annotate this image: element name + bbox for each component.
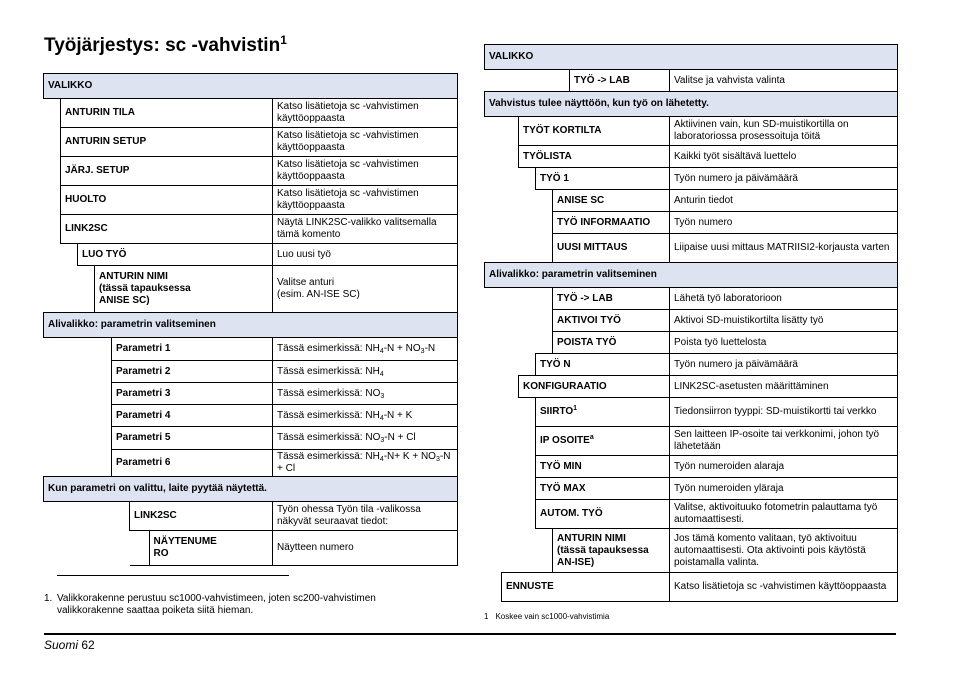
parametri-3-value: Tässä esimerkissä: $NO_3$ (273, 383, 458, 405)
tyo-informaatio-key: TYÖ INFORMAATIO (553, 212, 670, 234)
tyo-1-key: TYÖ 1 (536, 168, 670, 190)
footer-language: Suomi (44, 638, 79, 652)
parametri-6-value: Tässä esimerkissä: $NH_4-N+ K + NO_3-N + Cl$ (273, 450, 458, 477)
tyo-n-value: Työn numero ja päivämäärä (670, 354, 898, 376)
naytenumero-key: NÄYTENUME RO (130, 531, 273, 566)
right-anturin-nimi-value: Jos tämä komento valitaan, työ aktivoituu automaattisesti. Ota aktivointi pois käytöstä poistamalla valinta. (670, 529, 898, 573)
tyo-informaatio-value: Työn numero (670, 212, 898, 234)
konfiguraatio-value: LINK2SC-asetusten määrittäminen (670, 376, 898, 398)
page-footer (44, 638, 95, 652)
link2sc-value: Näytä LINK2SC-valikko valitsemalla tämä komento (273, 215, 458, 244)
parametri-5-key: Parametri 5 (112, 427, 273, 450)
ip-osoite-value: Sen laitteen IP-osoite tai verkkonimi, johon työ lähetetään (670, 427, 898, 456)
poista-tyo-key: POISTA TYÖ (553, 332, 670, 354)
aktivoi-tyo-key: AKTIVOI TYÖ (553, 310, 670, 332)
link2sc-2-value: Työn ohessa Työn tila -valikossa näkyvät seuraavat tiedot: (273, 502, 458, 531)
autom-tyo-value: Valitse, aktivoituuko fotometrin palauttama työ automaattisesti. (670, 500, 898, 529)
tyot-kortilta-key: TYÖT KORTILTA (519, 117, 670, 146)
footer-rule (44, 633, 896, 635)
parametri-2-value: Tässä esimerkissä: $NH_4$ (273, 361, 458, 383)
uusi-mittaus-value: Liipaise uusi mittaus MATRIISI2-korjausta varten (670, 234, 898, 263)
kun-parametri-header: Kun parametri on valittu, laite pyytää näytettä. (44, 477, 458, 502)
anturin-tila-value: Katso lisätietoja sc -vahvistimen käyttöoppaasta (273, 99, 458, 128)
siirto-value: Tiedonsiirron tyyppi: SD-muistikortti tai verkko (670, 398, 898, 427)
anturin-setup-key: ANTURIN SETUP (61, 128, 273, 157)
tyo-lab-value: Valitse ja vahvista valinta (670, 70, 898, 92)
ip-osoite-key: IP OSOITE$^a$ (536, 427, 670, 456)
tyo-lab-2-value: Lähetä työ laboratorioon (670, 288, 898, 310)
anturin-nimi-key: ANTURIN NIMI (tässä tapauksessa ANISE SC) (95, 266, 273, 313)
parametri-3-key: Parametri 3 (112, 383, 273, 405)
tyo-lab-key: TYÖ -> LAB (570, 70, 670, 92)
tyo-1-value: Työn numero ja päivämäärä (670, 168, 898, 190)
footnote-left: 1. Valikkorakenne perustuu sc1000-vahvistimeen, joten sc200-vahvistimen valikkorakenne saattaa poiketa siitä hieman. (44, 593, 376, 616)
parametri-4-key: Parametri 4 (112, 405, 273, 427)
poista-tyo-value: Poista työ luettelosta (670, 332, 898, 354)
link2sc-key: LINK2SC (61, 215, 273, 244)
right-anturin-nimi-key: ANTURIN NIMI (tässä tapauksessa AN-ISE) (553, 529, 670, 573)
luo-tyo-value: Luo uusi työ (273, 244, 458, 266)
tyolista-key: TYÖLISTA (519, 146, 670, 168)
uusi-mittaus-key: UUSI MITTAUS (553, 234, 670, 263)
anise-sc-value: Anturin tiedot (670, 190, 898, 212)
huolto-key: HUOLTO (61, 186, 273, 215)
tyo-max-key: TYÖ MAX (536, 478, 670, 500)
right-menu-table (484, 44, 898, 602)
siirto-key: SIIRTO$^1$ (536, 398, 670, 427)
konfiguraatio-key: KONFIGURAATIO (519, 376, 670, 398)
tyo-lab-2-key: TYÖ -> LAB (553, 288, 670, 310)
tyolista-value: Kaikki työt sisältävä luettelo (670, 146, 898, 168)
link2sc-2-key: LINK2SC (130, 502, 273, 531)
tyo-min-value: Työn numeroiden alaraja (670, 456, 898, 478)
ennuste-key: ENNUSTE (502, 573, 670, 602)
page-number: 62 (81, 638, 95, 652)
footnote-right: 1 Koskee vain sc1000-vahvistimia (484, 612, 610, 621)
vahvistus-header: Vahvistus tulee näyttöön, kun työ on lähetetty. (485, 92, 898, 117)
anturin-tila-key: ANTURIN TILA (61, 99, 273, 128)
jarj-setup-key: JÄRJ. SETUP (61, 157, 273, 186)
ennuste-value: Katso lisätietoja sc -vahvistimen käyttöoppaasta (670, 573, 898, 602)
naytenumero-value: Näytteen numero (273, 531, 458, 566)
parametri-5-value: Tässä esimerkissä: $NO_3-N + Cl$ (273, 427, 458, 450)
valikko-header: VALIKKO (44, 74, 458, 99)
right-alivalikko-header: Alivalikko: parametrin valitseminen (485, 263, 898, 288)
anturin-setup-value: Katso lisätietoja sc -vahvistimen käyttöoppaasta (273, 128, 458, 157)
tyo-max-value: Työn numeroiden yläraja (670, 478, 898, 500)
anturin-nimi-value: Valitse anturi (esim. AN-ISE SC) (273, 266, 458, 313)
footnote-separator (57, 575, 289, 576)
right-valikko-header: VALIKKO (485, 45, 898, 70)
parametri-1-value: Tässä esimerkissä: $NH_4-N + NO_3-N$ (273, 338, 458, 361)
aktivoi-tyo-value: Aktivoi SD-muistikortilta lisätty työ (670, 310, 898, 332)
autom-tyo-key: AUTOM. TYÖ (536, 500, 670, 529)
parametri-1-key: Parametri 1 (112, 338, 273, 361)
tyot-kortilta-value: Aktiivinen vain, kun SD-muistikortilla on laboratoriossa prosessoituja töitä (670, 117, 898, 146)
parametri-4-value: Tässä esimerkissä: $NH_4-N + K$ (273, 405, 458, 427)
tyo-min-key: TYÖ MIN (536, 456, 670, 478)
page-title: Työjärjestys: sc -vahvistin$^1$ (44, 33, 287, 56)
tyo-n-key: TYÖ N (536, 354, 670, 376)
parametri-6-key: Parametri 6 (112, 450, 273, 477)
jarj-setup-value: Katso lisätietoja sc -vahvistimen käyttöoppaasta (273, 157, 458, 186)
left-menu-table (43, 73, 458, 566)
luo-tyo-key: LUO TYÖ (78, 244, 273, 266)
anise-sc-key: ANISE SC (553, 190, 670, 212)
alivalikko-header: Alivalikko: parametrin valitseminen (44, 313, 458, 338)
huolto-value: Katso lisätietoja sc -vahvistimen käyttöoppaasta (273, 186, 458, 215)
parametri-2-key: Parametri 2 (112, 361, 273, 383)
